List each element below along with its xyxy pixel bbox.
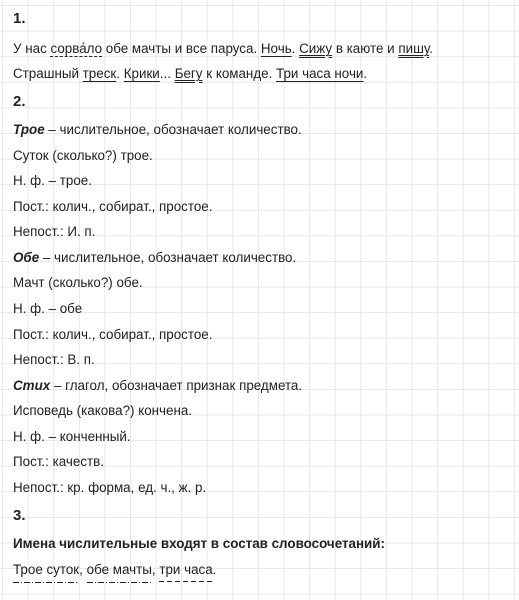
analysis-troe-heading: Трое – числительное, обозначает количество.	[13, 122, 302, 137]
section-1-line-2: Страшный треск. Крики... Бегу к команде. Три часа ночи.	[13, 66, 368, 81]
section-1-line-1: У нас сорва́ло обе мачты и все паруса. Ночь. Сижу в каюте и пишу.	[13, 41, 433, 56]
section-1-number: 1.	[13, 10, 26, 27]
predicate-pishu: пишу	[398, 41, 430, 56]
predicate-begu: Бегу	[174, 66, 203, 81]
subject-tri-chasa-nochi: Три часа ночи	[276, 66, 364, 81]
phrase-troe-sutok: Трое суток	[13, 562, 80, 577]
analysis-obe-line: Мачт (сколько?) обе.	[13, 275, 143, 290]
section-3-heading: Имена числительные входят в состав словосочетаний:	[13, 536, 385, 551]
phrase-obe-machty: обе мачты	[86, 562, 152, 577]
analysis-stih-line: Исповедь (какова?) кончена.	[13, 403, 193, 418]
analysis-stih-line: Пост.: качеств.	[13, 454, 104, 469]
analysis-troe-line: Н. ф. – трое.	[13, 173, 92, 188]
phrase-tri-chasa: три часа	[159, 562, 213, 577]
subject-kriki: Крики	[123, 66, 160, 81]
analysis-stih-line: Непост.: кр. форма, ед. ч., ж. р.	[13, 480, 207, 495]
predicate-sizhu: Сижу	[299, 41, 333, 56]
analysis-stih-heading: Стих – глагол, обозначает признак предмета.	[13, 378, 303, 393]
section-3-phrases: Трое суток, обе мачты, три часа.	[13, 562, 217, 577]
analysis-stih-line: Н. ф. – конченный.	[13, 429, 131, 444]
section-3-number: 3.	[13, 507, 26, 524]
analysis-troe-line: Пост.: колич., собират., простое.	[13, 199, 213, 214]
subject-noch: Ночь	[260, 41, 292, 56]
predicate-sorvalo: сорва́ло	[50, 41, 103, 56]
analysis-obe-line: Пост.: колич., собират., простое.	[13, 327, 213, 342]
analysis-obe-line: Н. ф. – обе	[13, 301, 83, 316]
analysis-troe-line: Суток (сколько?) трое.	[13, 148, 153, 163]
subject-tresk: треск	[82, 66, 117, 81]
analysis-troe-line: Непост.: И. п.	[13, 224, 96, 239]
section-2-number: 2.	[13, 93, 26, 110]
analysis-obe-heading: Обе – числительное, обозначает количество.	[13, 250, 297, 265]
analysis-obe-line: Непост.: В. п.	[13, 352, 95, 367]
